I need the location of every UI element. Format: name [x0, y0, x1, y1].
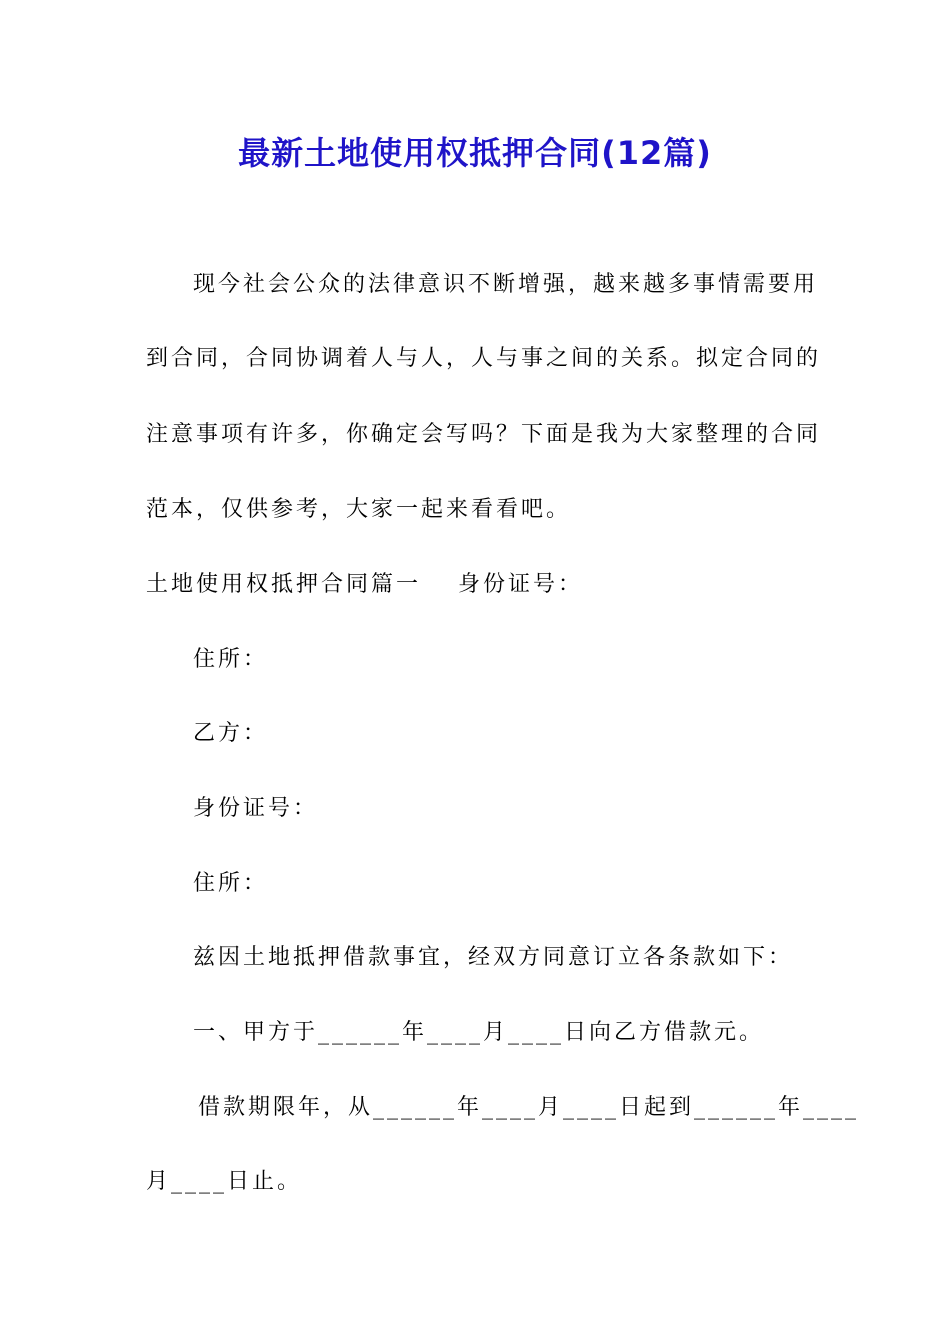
party-b-label: 乙方： — [193, 721, 269, 746]
loan-term-line-1: 借款期限年，从______年____月____日起到______年____ — [198, 1095, 860, 1120]
intro-paragraph-line-4: 范本，仅供参考，大家一起来看看吧。 — [146, 497, 572, 522]
id-number-label-b: 身份证号： — [193, 796, 319, 821]
intro-paragraph-line-1: 现今社会公众的法律意识不断增强，越来越多事情需要用 — [193, 272, 819, 297]
clause-intro: 兹因土地抵押借款事宜，经双方同意订立各条款如下： — [193, 945, 794, 970]
document-title: 最新土地使用权抵押合同(12篇) — [238, 134, 712, 172]
intro-paragraph-line-2: 到合同，合同协调着人与人，人与事之间的关系。拟定合同的 — [146, 346, 822, 371]
clause-one: 一、甲方于______年____月____日向乙方借款元。 — [193, 1020, 765, 1045]
address-label-b: 住所： — [193, 871, 269, 896]
address-label: 住所： — [193, 647, 269, 672]
intro-paragraph-line-3: 注意事项有许多，你确定会写吗？下面是我为大家整理的合同 — [146, 422, 822, 447]
id-number-label: 身份证号： — [458, 572, 584, 597]
loan-term-line-2: 月____日止。 — [146, 1169, 303, 1194]
section-heading: 土地使用权抵押合同篇一 — [146, 572, 422, 597]
